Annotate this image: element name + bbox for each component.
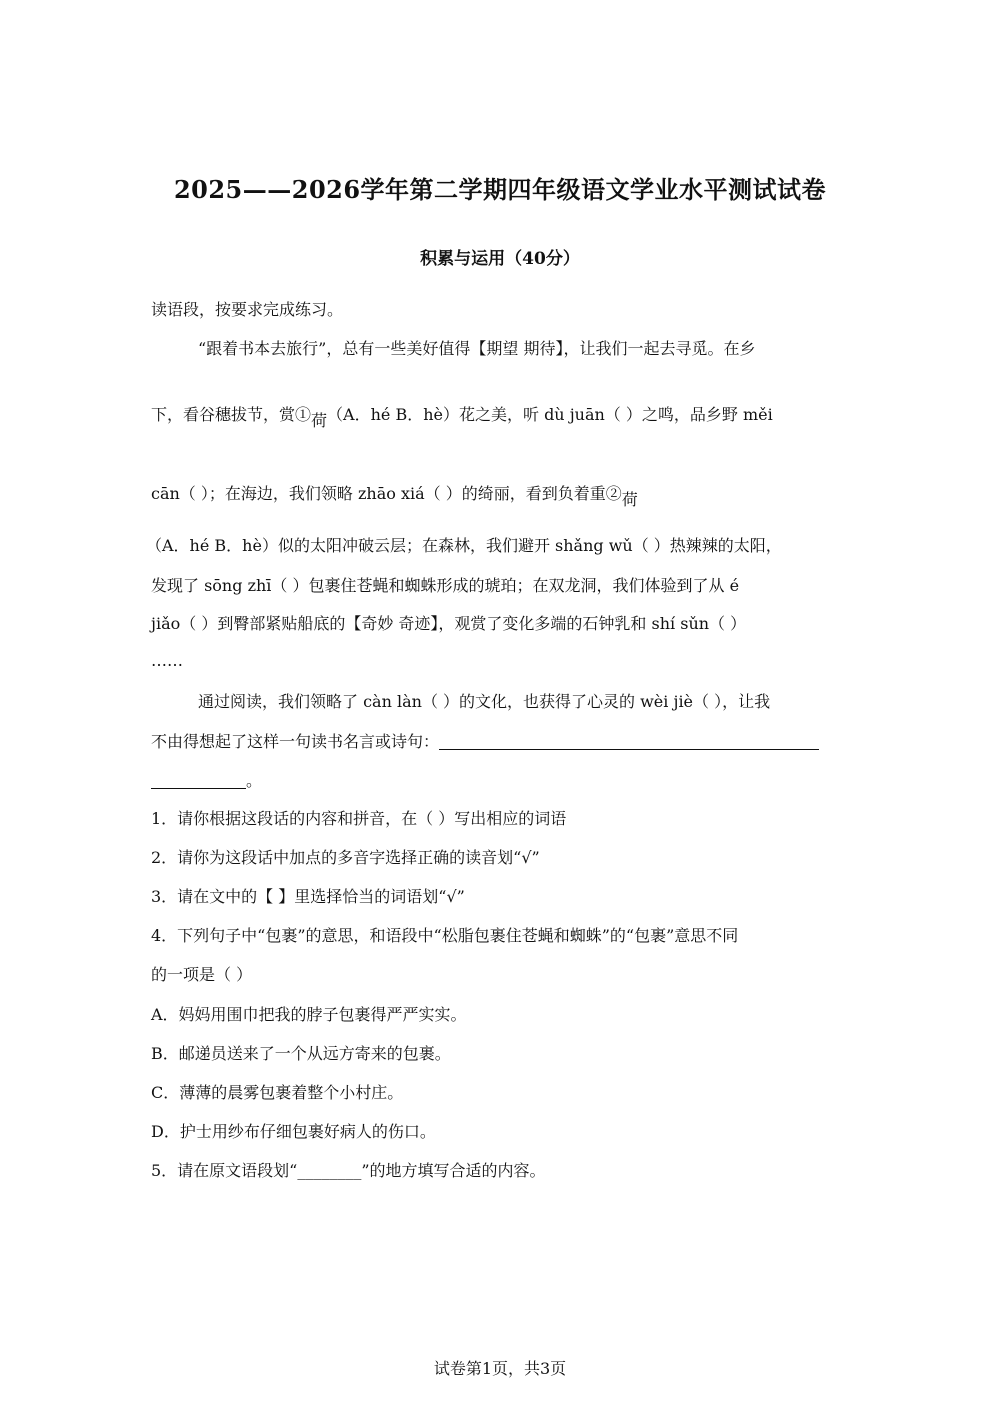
passage-line-2 [151, 404, 851, 430]
question-4: 4．下列句子中“包裹”的意思，和语段中“松脂包裹住苍蝇和蜘蛛”的“包裹”意思不同 [151, 926, 739, 945]
page-footer: 试卷第1页，共3页 [433, 1359, 567, 1378]
passage-text: （A．hé B．hè）花之美，听 dù juān（ ）之鸣，品乡野 měi [327, 405, 773, 424]
question-4-continued: 的一项是（ ） [151, 965, 253, 984]
passage-line-10 [151, 770, 851, 792]
section-heading: 积累与运用（40分） [420, 249, 580, 269]
question-3: 3．请在文中的【 】里选择恰当的词语划“√” [151, 887, 465, 906]
page-title: 2025——2026学年第二学期四年级语文学业水平测试试卷 [173, 175, 827, 204]
polyphone-char-2: 荷 [621, 490, 638, 509]
passage-line-4: （A．hé B．hè）似的太阳冲破云层；在森林，我们避开 shǎng wǔ（ ）热辣辣的太阳， [146, 536, 782, 555]
passage-line-5: 发现了 sōng zhī（ ）包裹住苍蝇和蜘蛛形成的琥珀；在双龙洞，我们体验到了从 é [151, 576, 740, 595]
option-b: B．邮递员送来了一个从远方寄来的包裹。 [151, 1044, 451, 1063]
instruction-text: 读语段，按要求完成练习。 [151, 300, 344, 319]
passage-text: cān（ ）；在海边，我们领略 zhāo xiá（ ）的绮丽，看到负着重② [151, 484, 622, 503]
passage-line-7: …… [151, 651, 183, 670]
option-a: A．妈妈用围巾把我的脖子包裹得严严实实。 [151, 1005, 467, 1024]
answer-blank[interactable] [439, 733, 819, 750]
passage-text: 不由得想起了这样一句读书名言或诗句： [151, 732, 440, 751]
question-1: 1．请你根据这段话的内容和拼音，在（ ）写出相应的词语 [151, 809, 567, 828]
passage-line-3 [151, 483, 851, 509]
passage-line-9 [151, 731, 851, 753]
passage-line-8: 通过阅读，我们领略了 càn làn（ ）的文化，也获得了心灵的 wèi jiè（ ），让我 [198, 692, 771, 711]
answer-blank-continued[interactable] [151, 772, 246, 789]
passage-line-6: jiǎo（ ）到臀部紧贴船底的【奇妙 奇迹】，观赏了变化多端的石钟乳和 shí sǔn（ ） [151, 614, 747, 633]
passage-line-1: “跟着书本去旅行”，总有一些美好值得【期望 期待】，让我们一起去寻觅。在乡 [198, 339, 756, 358]
option-d: D．护士用纱布仔细包裹好病人的伤口。 [151, 1122, 436, 1141]
passage-text: 。 [246, 771, 263, 790]
question-5: 5．请在原文语段划“________”的地方填写合适的内容。 [151, 1161, 546, 1180]
option-c: C．薄薄的晨雾包裹着整个小村庄。 [151, 1083, 404, 1102]
passage-text: 下，看谷穗拔节，赏① [151, 405, 312, 424]
question-2: 2．请你为这段话中加点的多音字选择正确的读音划“√” [151, 848, 540, 867]
polyphone-char-1: 荷 [311, 411, 328, 430]
